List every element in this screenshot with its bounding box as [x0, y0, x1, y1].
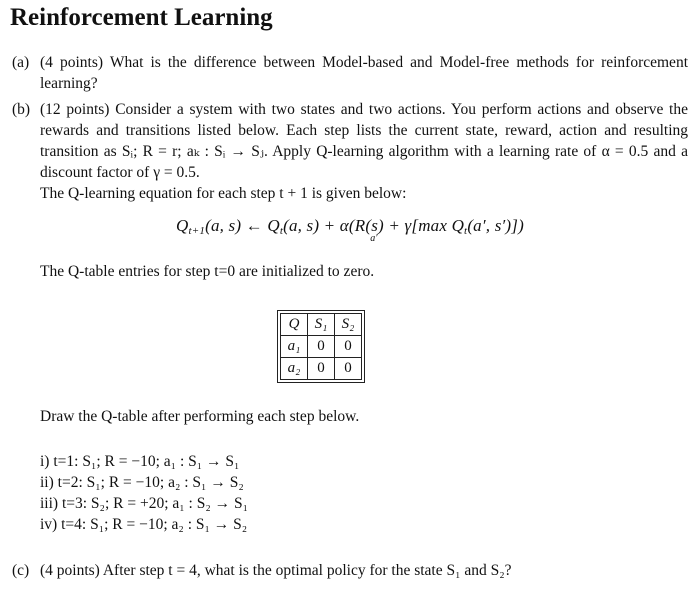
q-table-header [281, 314, 362, 336]
init-text: The Q-table entries for step t=0 are initialized to zero. [40, 263, 375, 280]
question-part-a [12, 52, 688, 94]
q-table-header-cell: S₂ [335, 314, 362, 336]
q-table-header-cell: S₁ [308, 314, 335, 336]
q-table-row [281, 336, 362, 358]
step-list [40, 451, 248, 535]
eq-rest: (a, s) + α(R(s) + γ[max Q [283, 216, 465, 235]
eq-max-sub: a′ [370, 233, 378, 244]
q-table-header-cell: Q [281, 314, 308, 336]
question-part-c [12, 560, 688, 581]
draw-text: Draw the Q-table after performing each step below. [40, 408, 360, 425]
part-c-label: (c) [12, 562, 30, 579]
q-table-row [281, 358, 362, 380]
q-table-cell: 0 [335, 358, 362, 380]
eq-tail: (a′, s′)]) [467, 216, 524, 235]
part-b-text: (12 points) Consider a system with two states and two actions. You perform actions and observe the rewards and transitions listed below. Each step lists the current state, reward, action and resulting transition as Sᵢ; R = r; aₖ : Sᵢ → Sⱼ. Apply Q-learning algorithm with a learning rate of α = 0.5 and a discount factor of γ = 0.5. [40, 101, 688, 181]
step-item: iv) t=4: S₁; R = −10; a₂ : S₁ → S₂ [40, 516, 248, 533]
page-title: Reinforcement Learning [10, 4, 273, 31]
equation-intro: The Q-learning equation for each step t + 1 is given below: [40, 185, 407, 202]
part-b-label: (b) [12, 101, 31, 118]
q-table-cell: 0 [308, 358, 335, 380]
question-part-b [12, 99, 688, 204]
q-table [280, 313, 362, 380]
step-item: i) t=1: S₁; R = −10; a₁ : S₁ → S₁ [40, 453, 240, 470]
q-learning-equation [0, 216, 700, 244]
q-table-cell: 0 [335, 336, 362, 358]
part-a-text: (4 points) What is the difference between Model-based and Model-free methods for reinforcement learning? [40, 54, 688, 92]
part-c-text: (4 points) After step t = 4, what is the optimal policy for the state S₁ and S₂? [40, 562, 512, 579]
eq-lhs-sub: t+1 [188, 225, 206, 237]
eq-q2: Q [267, 216, 280, 235]
eq-q-lhs: Q [176, 216, 189, 235]
step-item: iii) t=3: S₂; R = +20; a₁ : S₂ → S₁ [40, 495, 249, 512]
q-table-cell: 0 [308, 336, 335, 358]
step-item: ii) t=2: S₁; R = −10; a₂ : S₁ → S₂ [40, 474, 244, 491]
part-a-label: (a) [12, 54, 30, 71]
eq-q2-sub: t [279, 225, 284, 237]
q-table-cell: a₂ [281, 358, 308, 380]
q-table-cell: a₁ [281, 336, 308, 358]
eq-q3-sub: t [464, 225, 468, 237]
eq-args1: (a, s) ← [205, 216, 268, 235]
